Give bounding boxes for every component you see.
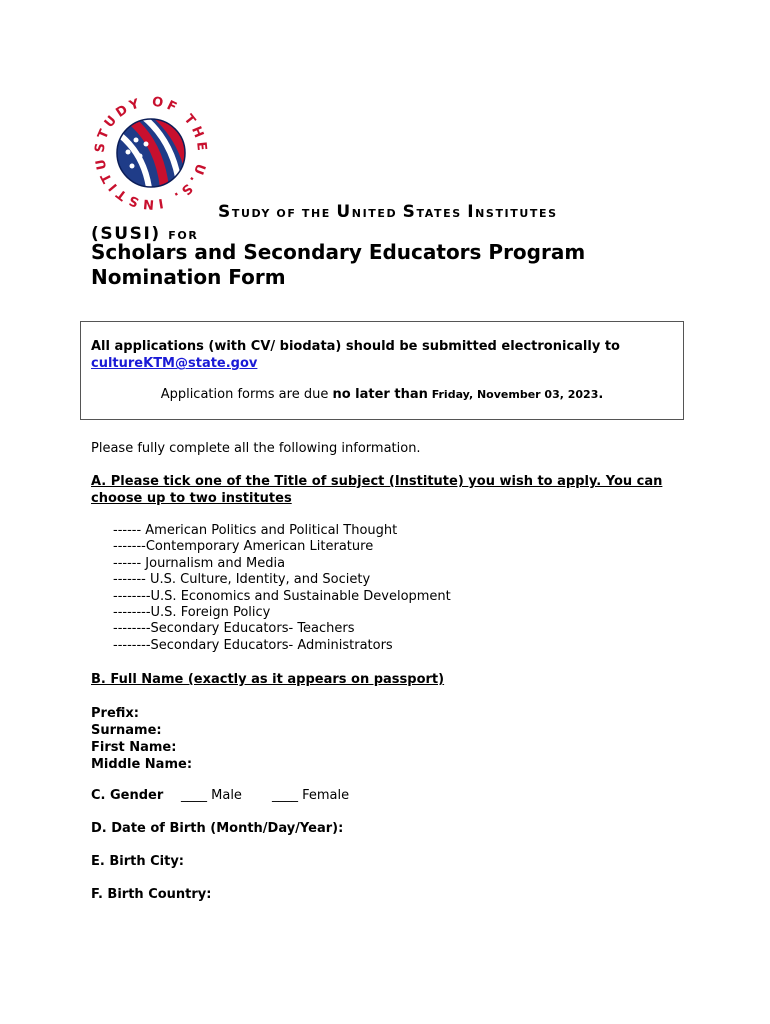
page-title (91, 240, 691, 290)
birth-country-field[interactable]: F. Birth Country: (91, 887, 212, 902)
title-line1: Scholars and Secondary Educators Program (91, 240, 586, 264)
institute-option[interactable]: --------Secondary Educators- Teachers (113, 621, 355, 637)
birth-city-field[interactable]: E. Birth City: (91, 854, 184, 869)
section-a-heading: A. Please tick one of the Title of subject (Institute) you wish to apply. You can choose up to two institutes (91, 474, 663, 506)
institute-option[interactable]: ------- U.S. Culture, Identity, and Society (113, 572, 371, 588)
institute-option[interactable]: --------Secondary Educators- Administrators (113, 637, 393, 653)
title-line2: Nomination Form (91, 265, 286, 289)
institute-option[interactable]: --------U.S. Economics and Sustainable Development (113, 588, 451, 604)
institute-list (113, 523, 451, 654)
gender-male-option[interactable]: ____ Male (181, 788, 242, 803)
gender-female-option[interactable]: ____ Female (272, 788, 350, 803)
email-link[interactable]: cultureKTM@state.gov (91, 356, 258, 371)
name-fields (91, 705, 192, 773)
susi-logo-graphic (90, 92, 212, 214)
submission-notice-text: All applications (with CV/ biodata) should be submitted electronically to cultureKTM@state.gov (91, 339, 620, 371)
prefix-field[interactable]: Prefix: (91, 706, 139, 721)
susi-logo (90, 92, 212, 214)
program-heading-line2: (SUSI) FOR (91, 224, 199, 244)
institute-option[interactable]: ------ Journalism and Media (113, 555, 286, 571)
date-of-birth-field[interactable]: D. Date of Birth (Month/Day/Year): (91, 821, 344, 836)
gender-label: C. Gender (91, 788, 164, 803)
middle-name-field[interactable]: Middle Name: (91, 757, 193, 772)
gender-row (91, 788, 350, 803)
instruction-text: Please fully complete all the following information. (91, 441, 421, 456)
section-b-heading: B. Full Name (exactly as it appears on passport) (91, 672, 445, 687)
submission-notice-box (80, 321, 684, 420)
program-heading-line1: STUDY OF THE UNITED STATES INSTITUTES (218, 202, 558, 222)
first-name-field[interactable]: First Name: (91, 740, 177, 755)
due-date-text: Application forms are due no later than Friday, November 03, 2023. (160, 387, 604, 402)
institute-option[interactable]: -------Contemporary American Literature (113, 539, 374, 555)
surname-field[interactable]: Surname: (91, 723, 162, 738)
institute-option[interactable]: --------U.S. Foreign Policy (113, 605, 271, 621)
logo-ring-text: STUDY OF THE U.S. INSTITU (92, 94, 210, 212)
institute-option[interactable]: ------ American Politics and Political Thought (113, 523, 398, 538)
